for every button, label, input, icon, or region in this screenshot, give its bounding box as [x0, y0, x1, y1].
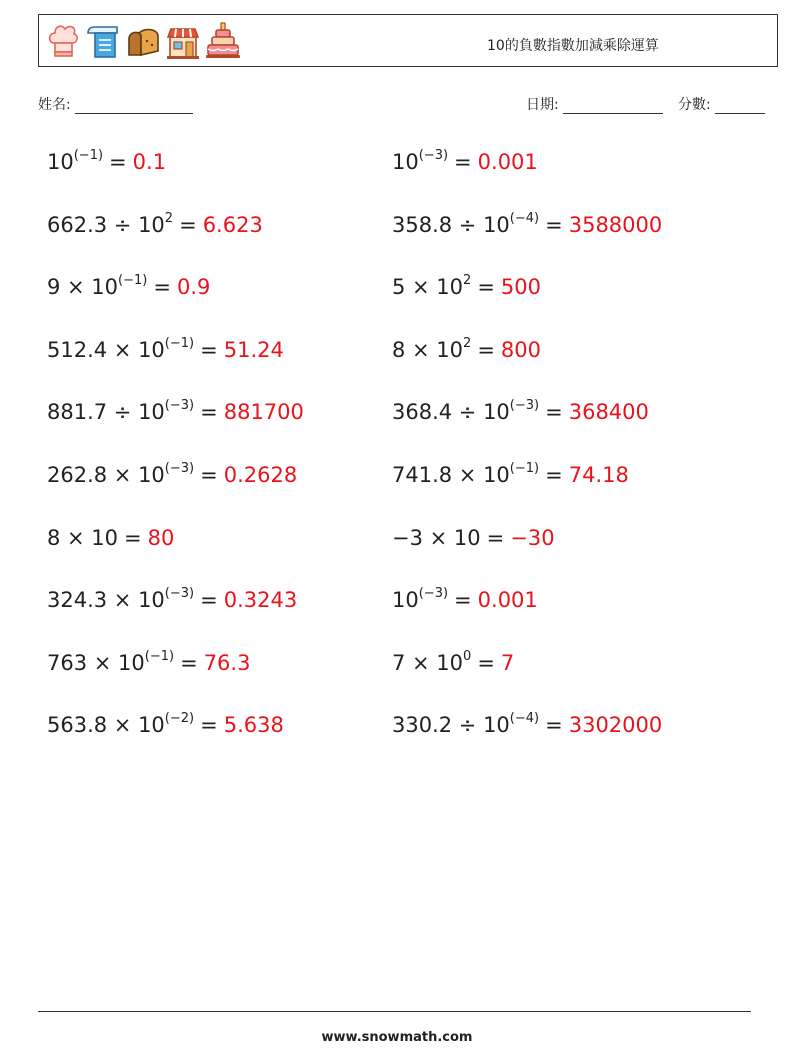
problem-answer: 0.001 — [477, 588, 538, 613]
problem-answer: 0.001 — [477, 150, 538, 174]
problem-expression: 8 × 10 — [392, 337, 464, 362]
problem-item — [392, 713, 662, 737]
problem-item — [47, 210, 263, 237]
problem-item — [47, 275, 210, 299]
problem-exponent: (−3) — [418, 148, 449, 163]
problem-answer: 76.3 — [203, 650, 251, 675]
problem-answer: 3302000 — [568, 713, 663, 738]
problem-item — [392, 335, 542, 362]
date-field — [526, 94, 663, 114]
equals-sign: = — [477, 275, 495, 300]
worksheet-title: 10的負數指數加減乘除運算 — [487, 38, 659, 54]
name-field — [38, 94, 193, 114]
problem-exponent: (−1) — [144, 648, 175, 664]
problem-expression: 10 — [47, 150, 74, 174]
problem-answer: 881700 — [223, 400, 304, 425]
name-blank[interactable] — [75, 99, 193, 114]
problem-exponent: (−1) — [118, 273, 148, 289]
problem-item — [47, 463, 297, 487]
problem-item — [392, 463, 629, 487]
problem-item — [47, 335, 284, 362]
problem-expression: 5 × 10 — [392, 275, 464, 300]
problem-answer: 0.9 — [176, 275, 211, 300]
problem-answer: 5.638 — [223, 713, 284, 738]
problem-exponent: (−3) — [509, 398, 540, 414]
chef-hat-icon — [45, 21, 81, 61]
problem-exponent: (−3) — [164, 398, 195, 414]
problem-item — [392, 648, 515, 675]
problem-answer: 0.2628 — [223, 463, 298, 487]
problem-answer: 368400 — [568, 400, 649, 425]
equals-sign: = — [200, 463, 218, 487]
bakery-shop-icon — [165, 21, 201, 61]
problem-expression: 512.4 × 10 — [47, 337, 165, 362]
equals-sign: = — [109, 150, 127, 174]
problem-expression: 330.2 ÷ 10 — [392, 713, 510, 738]
problem-expression: 763 × 10 — [47, 650, 145, 675]
problem-item — [392, 150, 538, 174]
layered-cake-icon — [205, 21, 241, 61]
problem-expression: 7 × 10 — [392, 650, 464, 675]
date-label: 日期: — [526, 97, 559, 113]
problem-expression: 563.8 × 10 — [47, 713, 165, 738]
problem-exponent: 0 — [463, 648, 472, 664]
equals-sign: = — [180, 650, 198, 675]
problem-item — [392, 275, 541, 299]
problem-answer: 7 — [500, 650, 515, 675]
equals-sign: = — [454, 588, 472, 613]
equals-sign: = — [454, 150, 472, 174]
equals-sign: = — [477, 337, 495, 362]
problem-exponent: (−3) — [164, 461, 195, 476]
equals-sign: = — [200, 337, 218, 362]
problem-answer: 0.1 — [132, 150, 167, 174]
problem-answer: 800 — [500, 337, 542, 362]
equals-sign: = — [153, 275, 171, 300]
problem-exponent: (−1) — [509, 461, 540, 476]
problem-exponent: (−4) — [509, 711, 540, 727]
score-field — [678, 94, 765, 114]
problem-answer: 74.18 — [568, 463, 629, 487]
date-blank[interactable] — [563, 99, 663, 114]
problem-expression: 358.8 ÷ 10 — [392, 212, 510, 237]
recipe-card-icon — [85, 21, 121, 61]
problem-exponent: (−2) — [164, 711, 195, 727]
problem-answer: 500 — [500, 275, 542, 300]
problem-exponent: 2 — [463, 335, 472, 351]
score-blank[interactable] — [715, 99, 765, 114]
problem-answer: 0.3243 — [223, 588, 298, 613]
problem-expression: 741.8 × 10 — [392, 463, 510, 487]
problem-expression: 662.3 ÷ 10 — [47, 212, 165, 237]
problem-answer: 3588000 — [568, 212, 663, 237]
footer-url: www.snowmath.com — [321, 1030, 473, 1045]
problem-item — [392, 588, 538, 612]
problem-expression: 8 × 10 — [47, 525, 119, 550]
equals-sign: = — [545, 463, 563, 487]
problem-item — [47, 648, 251, 675]
problem-answer: 6.623 — [202, 212, 263, 237]
problem-exponent: (−4) — [509, 210, 540, 226]
problem-item — [392, 526, 555, 550]
equals-sign: = — [200, 713, 218, 738]
score-label: 分數: — [678, 97, 711, 113]
header-icons — [45, 21, 241, 61]
header-box — [38, 14, 778, 67]
equals-sign: = — [545, 400, 563, 425]
problem-item — [47, 150, 166, 174]
problem-expression: −3 × 10 — [392, 525, 481, 550]
problem-item — [47, 400, 304, 424]
footer-divider — [38, 1011, 751, 1012]
problem-exponent: (−1) — [73, 148, 104, 163]
problem-item — [47, 713, 284, 737]
problem-expression: 9 × 10 — [47, 275, 119, 300]
equals-sign: = — [545, 713, 563, 738]
problem-exponent: 2 — [463, 273, 472, 289]
equals-sign: = — [200, 400, 218, 425]
bread-loaf-icon — [125, 21, 161, 61]
problem-expression: 262.8 × 10 — [47, 463, 165, 487]
problem-expression: 368.4 ÷ 10 — [392, 400, 510, 425]
problem-answer: 80 — [147, 525, 175, 550]
equals-sign: = — [200, 588, 218, 613]
problem-item — [47, 588, 297, 612]
problem-item — [47, 526, 174, 550]
equals-sign: = — [545, 212, 563, 237]
equals-sign: = — [486, 525, 505, 550]
problem-expression: 10 — [392, 150, 419, 174]
problem-answer: −30 — [510, 525, 555, 550]
problem-answer: 51.24 — [223, 337, 284, 362]
name-label: 姓名: — [38, 97, 71, 113]
problem-expression: 324.3 × 10 — [47, 588, 165, 613]
problem-expression: 881.7 ÷ 10 — [47, 400, 165, 425]
equals-sign: = — [477, 650, 495, 675]
problem-item — [392, 400, 649, 424]
equals-sign: = — [124, 525, 142, 550]
problem-exponent: 2 — [164, 210, 174, 226]
problem-item — [392, 210, 663, 237]
problem-expression: 10 — [392, 588, 419, 613]
equals-sign: = — [179, 212, 197, 237]
problem-exponent: (−1) — [164, 335, 195, 351]
problem-exponent: (−3) — [164, 586, 195, 602]
problem-exponent: (−3) — [418, 586, 449, 602]
